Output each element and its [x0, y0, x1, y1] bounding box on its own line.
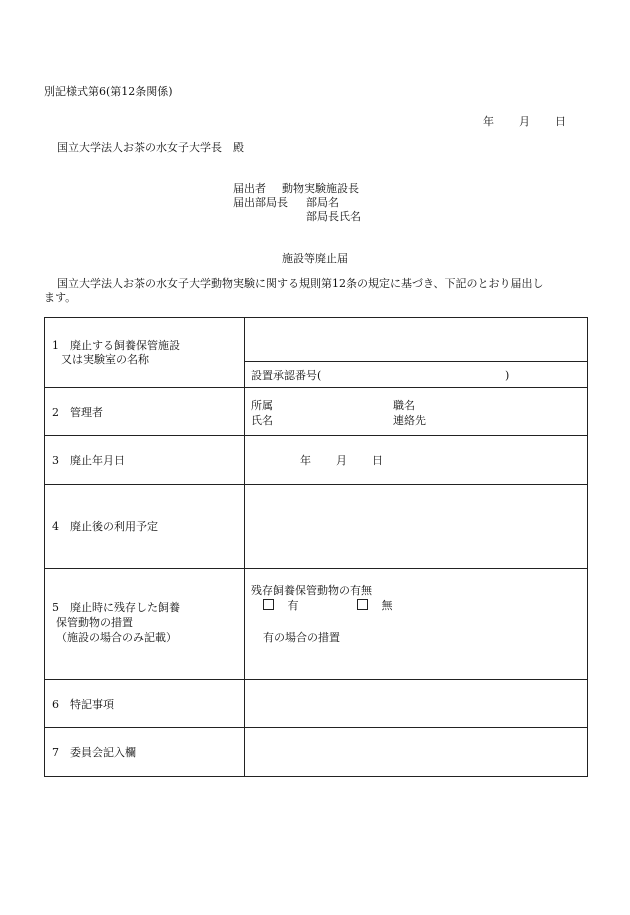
- special-notes-value-cell[interactable]: [245, 680, 588, 728]
- table-row: [45, 485, 588, 569]
- department-head-name-label: 部局長氏名: [306, 210, 361, 223]
- body-text-line2: ます。: [44, 291, 77, 304]
- committee-entry-value-cell[interactable]: [245, 728, 588, 777]
- document-title: 施設等廃止届: [282, 252, 348, 265]
- closure-date-label: 3 廃止年月日: [52, 454, 125, 467]
- job-title-label: 職名: [393, 399, 415, 412]
- facility-name-value-cell[interactable]: [245, 318, 588, 388]
- manager-label-cell: [45, 388, 245, 436]
- remaining-animals-question: 残存飼養保管動物の有無: [251, 584, 372, 597]
- remaining-animals-label-cell: [45, 569, 245, 680]
- option-yes[interactable]: [263, 598, 299, 613]
- table-row: [45, 728, 588, 777]
- facility-name-label-line1: 1 廃止する飼養保管施設: [52, 339, 180, 352]
- measures-label: 有の場合の措置: [263, 631, 340, 644]
- future-use-value-cell[interactable]: [245, 485, 588, 569]
- closure-day-label: 日: [372, 454, 383, 467]
- committee-entry-label-cell: [45, 728, 245, 777]
- date-month-label: 月: [519, 115, 530, 128]
- table-row: [45, 388, 588, 436]
- manager-name-label: 氏名: [251, 414, 273, 427]
- body-text-line1: 国立大学法人お茶の水女子大学動物実験に関する規則第12条の規定に基づき、下記のとおり届出し: [57, 277, 544, 290]
- approval-number-close: ): [505, 369, 510, 382]
- manager-label: 2 管理者: [52, 406, 103, 419]
- remaining-animals-label-line3: （施設の場合のみ記載）: [56, 631, 177, 644]
- special-notes-label-cell: [45, 680, 245, 728]
- future-use-label-cell: [45, 485, 245, 569]
- table-row: [45, 318, 588, 388]
- date-year-label: 年: [483, 115, 494, 128]
- special-notes-label: 6 特記事項: [52, 698, 114, 711]
- checkbox-no[interactable]: [357, 599, 368, 610]
- cell-divider: [245, 361, 587, 362]
- checkbox-yes[interactable]: [263, 599, 274, 610]
- remaining-animals-value-cell[interactable]: [245, 569, 588, 680]
- manager-value-cell[interactable]: [245, 388, 588, 436]
- approval-number-label: 設置承認番号(: [251, 369, 322, 382]
- affiliation-label: 所属: [251, 399, 273, 412]
- contact-label: 連絡先: [393, 414, 426, 427]
- department-name-label: 部局名: [306, 196, 339, 209]
- form-number: 別記様式第6(第12条関係): [44, 85, 173, 98]
- closure-date-label-cell: [45, 436, 245, 485]
- closure-month-label: 月: [336, 454, 347, 467]
- table-row: [45, 436, 588, 485]
- table-row: [45, 569, 588, 680]
- remaining-animals-label-line2: 保管動物の措置: [56, 616, 133, 629]
- closure-date-value-cell[interactable]: [245, 436, 588, 485]
- facility-name-label-line2: 又は実験室の名称: [61, 353, 149, 366]
- table-row: [45, 680, 588, 728]
- remaining-animals-label-line1: 5 廃止時に残存した飼養: [52, 601, 180, 614]
- submitter-label: 届出者: [233, 182, 266, 195]
- recipient: 国立大学法人お茶の水女子大学長 殿: [57, 141, 244, 154]
- option-no-label: 無: [381, 599, 393, 612]
- committee-entry-label: 7 委員会記入欄: [52, 746, 136, 759]
- facility-name-label-cell: [45, 318, 245, 388]
- submitter-value: 動物実験施設長: [282, 182, 359, 195]
- option-yes-label: 有: [287, 599, 299, 612]
- form-table: [44, 317, 588, 777]
- department-head-label: 届出部局長: [233, 196, 288, 209]
- closure-year-label: 年: [300, 454, 311, 467]
- option-no[interactable]: [357, 598, 393, 613]
- future-use-label: 4 廃止後の利用予定: [52, 520, 158, 533]
- date-day-label: 日: [555, 115, 566, 128]
